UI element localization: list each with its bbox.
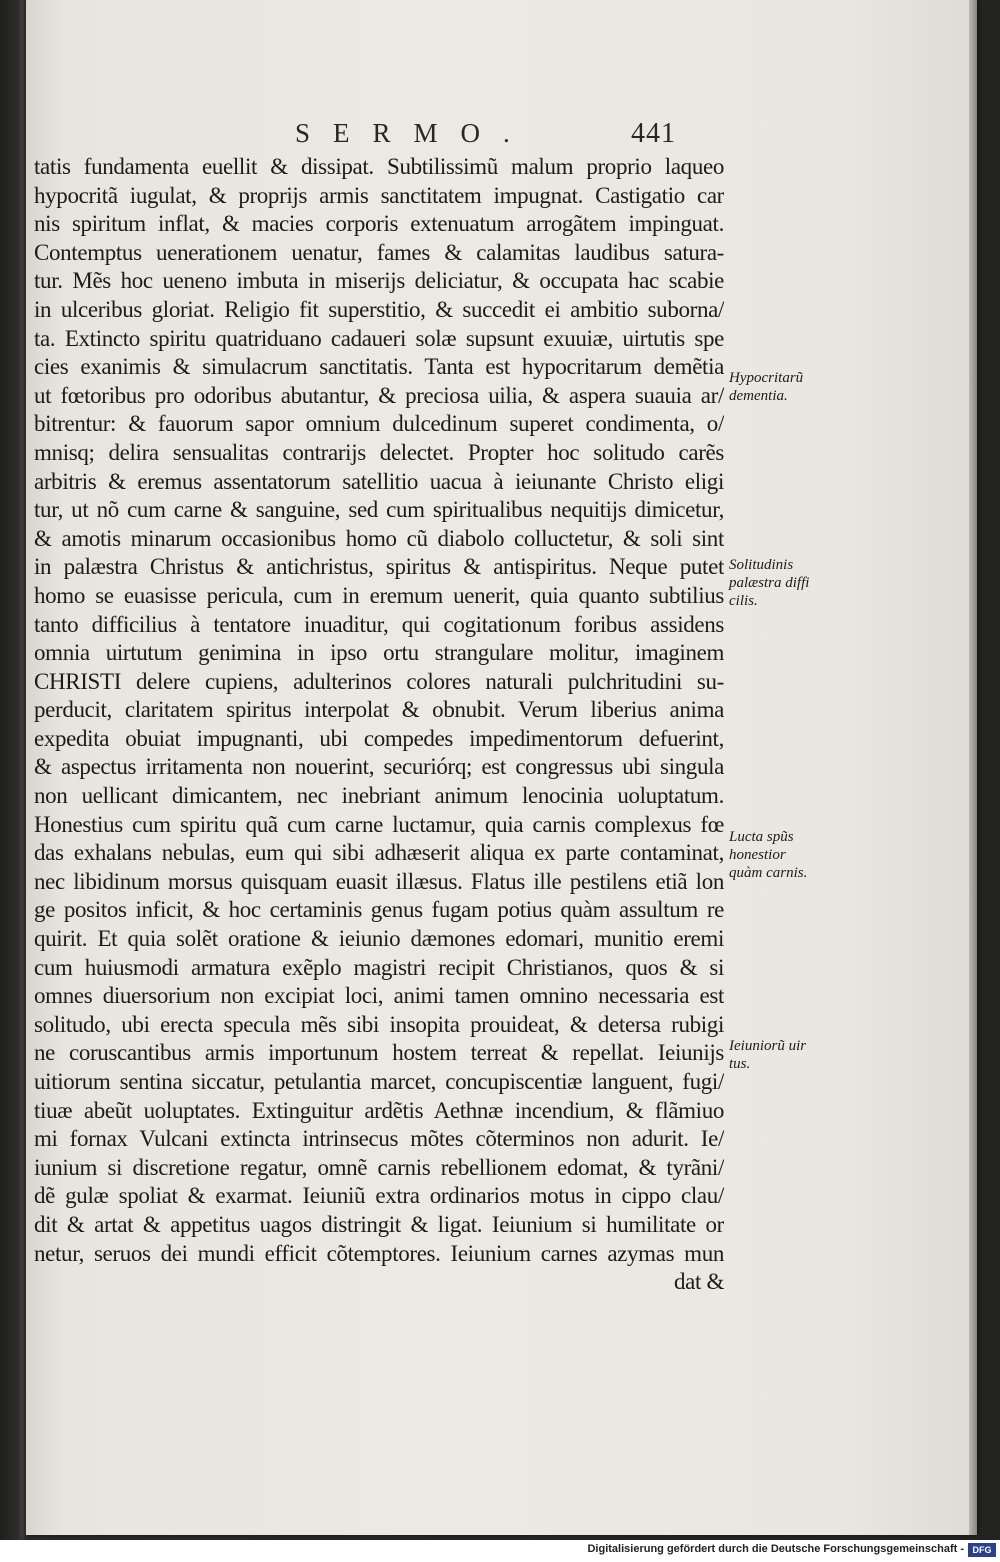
- page-number: 441: [631, 118, 676, 149]
- text-line: in palæstra Christus & antichristus, spiritus & antispiritus. Neque putet: [34, 554, 724, 580]
- text-line: tur, ut nõ cum carne & sanguine, sed cum spiritualibus nequitijs dimicetur,: [34, 497, 724, 523]
- text-line: uitiorum sentina siccatur, petulantia marcet, concupiscentiæ languent, fugi/: [34, 1069, 724, 1094]
- marginal-note-line: cilis.: [729, 593, 758, 609]
- main-text-block: [34, 153, 724, 1297]
- text-line: ge positos inficit, & hoc certaminis genus fugam potius quàm assultum re: [34, 897, 724, 923]
- text-line: arbitris & eremus assentatorum satellitio uacua à ieiunante Christo eligi: [34, 468, 724, 494]
- text-line: perducit, claritatem spiritus interpolat & obnubit. Verum liberius anima: [34, 697, 724, 723]
- text-line: tur. Mẽs hoc ueneno imbuta in miserijs deliciatur, & occupata hac scabie: [34, 268, 724, 294]
- text-line: cies exanimis & simulacrum sanctitatis. Tanta est hypocritarum demẽtia: [34, 354, 724, 380]
- running-head: [0, 118, 1000, 154]
- text-line: in ulceribus gloriat. Religio fit superstitio, & succedit ei ambitio suborna/: [34, 296, 724, 322]
- marginal-note-line: quàm carnis.: [729, 865, 808, 881]
- marginal-note-line: dementia.: [729, 388, 788, 404]
- text-line: CHRISTI delere cupiens, adulterinos colores naturali pulchritudini su-: [34, 668, 724, 694]
- catchword: dat &: [674, 1269, 724, 1295]
- text-line: dẽ gulæ spoliat & exarmat. Ieiuniũ extra ordinarios motus in cippo clau/: [34, 1183, 724, 1209]
- text-line: netur, seruos dei mundi efficit cõtemptores. Ieiunium carnes azymas mun: [34, 1240, 724, 1266]
- text-line: hypocritã iugulat, & proprijs armis sanctitatem impugnat. Castigatio car: [34, 182, 724, 208]
- marginal-note-line: Hypocritarũ: [729, 370, 804, 386]
- text-line: ne coruscantibus armis importunum hostem terreat & repellat. Ieiunijs: [34, 1040, 724, 1066]
- text-line: Honestius cum spiritu quã cum carne luctamur, quia carnis complexus fœ: [34, 811, 724, 837]
- text-line: bitrentur: & fauorum sapor omnium dulcedinum superet condimenta, o/: [34, 411, 724, 437]
- marginal-note-struggle: [729, 828, 829, 882]
- text-line: tanto difficilius à tentatore inuaditur, qui cogitationum foribus assidens: [34, 611, 724, 637]
- marginal-note-line: honestior: [729, 847, 786, 863]
- text-line: das exhalans nebulas, eum qui sibi adhæserit aliqua ex parte contaminat,: [34, 840, 724, 866]
- text-line: & amotis minarum occasionibus homo cũ diabolo colluctetur, & soli sint: [34, 525, 724, 551]
- text-line: nis spiritum inflat, & macies corporis extenuatum arrogãtem impinguat.: [34, 211, 724, 237]
- text-line: ut fœtoribus pro odoribus abutantur, & preciosa uilia, & aspera suauia ar/: [34, 382, 724, 408]
- text-line: homo se euasisse pericula, cum in eremum uenerit, quia quanto subtilius: [34, 582, 724, 608]
- text-line: mi fornax Vulcani extincta intrinsecus mõtes cõterminos non adurit. Ie/: [34, 1126, 724, 1152]
- text-line: dit & artat & appetitus uagos distringit & ligat. Ieiunium si humilitate or: [34, 1211, 724, 1237]
- text-line: solitudo, ubi erecta specula mẽs sibi insopita prouideat, & detersa rubigi: [34, 1011, 724, 1037]
- text-line: ta. Extincto spiritu quatriduano cadaueri solæ supsunt exuuiæ, uirtutis spe: [34, 325, 724, 351]
- marginal-note-hypocrisy: [729, 369, 829, 405]
- marginal-note-line: Solitudinis: [729, 557, 794, 573]
- marginal-note-line: palæstra diffi: [729, 575, 810, 591]
- marginal-note-line: tus.: [729, 1056, 751, 1072]
- text-line: nec libidinum morsus quisquam euasit illæsus. Flatus ille pestilens etiã lon: [34, 868, 724, 894]
- marginal-note-line: Ieiuniorũ uir: [729, 1038, 807, 1054]
- page-edge: [969, 0, 977, 1535]
- text-line: mnisq; delira sensualitas contrarijs delectet. Propter hoc solitudo carẽs: [34, 439, 724, 465]
- text-line: non uellicant dimicantem, nec inebriant animum lenocinia uoluptatum.: [34, 783, 724, 809]
- text-line: & aspectus irritamenta non nouerint, securiórq; est congressus ubi singula: [34, 754, 724, 780]
- marginal-note-fasting: [729, 1037, 829, 1073]
- text-line: expedita obuiat impugnanti, ubi compedes impedimentorum defuerint,: [34, 725, 724, 751]
- marginal-note-solitude: [729, 556, 829, 610]
- marginal-note-line: Lucta spũs: [729, 829, 794, 845]
- text-line: tiuæ abeũt uoluptates. Extinguitur ardẽtis Aethnæ incendium, & flãmiuo: [34, 1097, 724, 1123]
- dfg-logo: DFG: [968, 1543, 996, 1557]
- text-line: Contemptus uenerationem uenatur, fames & calamitas laudibus satura-: [34, 239, 724, 265]
- text-line: omnia uirtutum genimina in ipso ortu strangulare molitur, imaginem: [34, 640, 724, 666]
- text-line: cum huiusmodi armatura exẽplo magistri recipit Christianos, quos & si: [34, 954, 724, 980]
- running-head-title: SERMO.: [295, 118, 533, 148]
- text-line: tatis fundamenta euellit & dissipat. Subtilissimũ malum proprio laqueo: [34, 154, 724, 179]
- funding-credit: Digitalisierung gefördert durch die Deutsche Forschungsgemeinschaft -: [587, 1543, 964, 1555]
- text-line: iunium si discretione regatur, omnẽ carnis rebellionem edomat, & tyrãni/: [34, 1154, 724, 1180]
- text-line: quirit. Et quia solẽt oratione & ieiunio dæmones edomari, munitio eremi: [34, 926, 724, 952]
- text-line: omnes diuersorium non excipiat loci, animi tamen omnino necessaria est: [34, 983, 724, 1009]
- digitization-footer: [0, 1540, 1000, 1562]
